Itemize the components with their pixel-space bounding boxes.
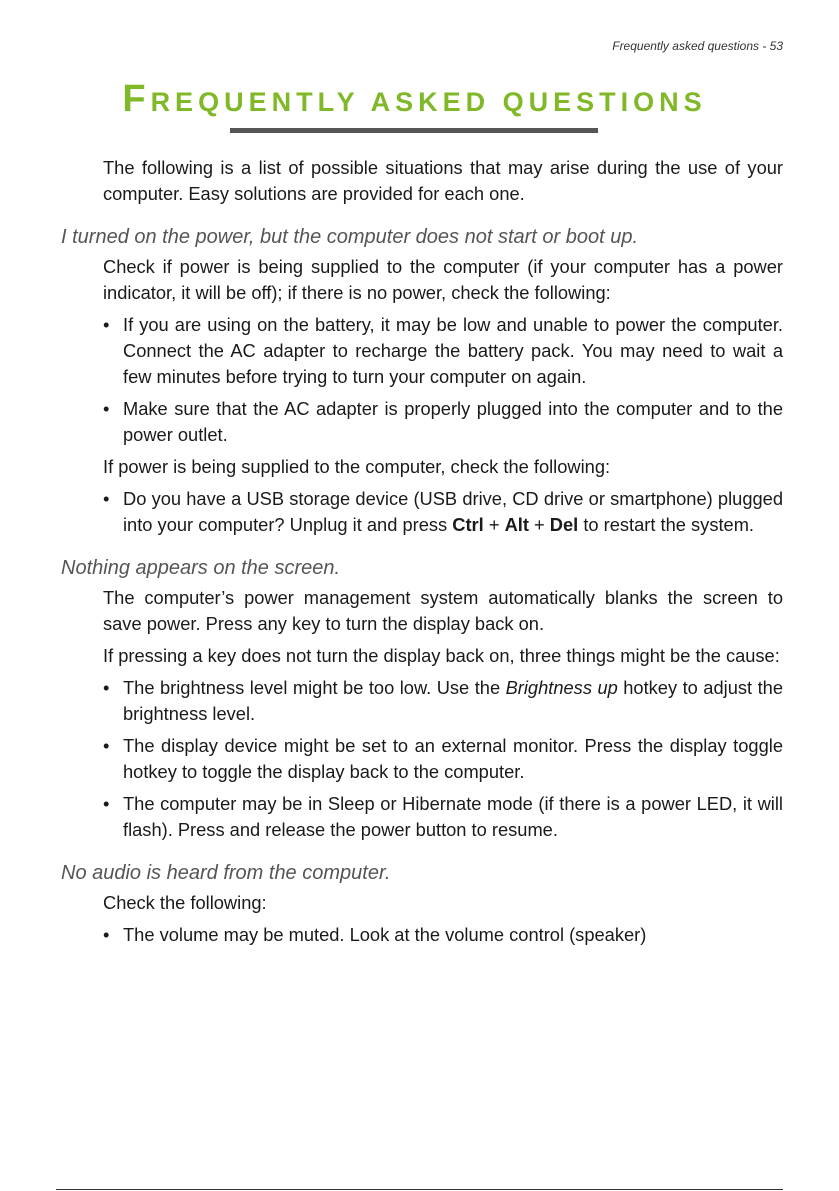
key-alt: Alt <box>504 514 529 535</box>
screen-paragraph-2: If pressing a key does not turn the display back on, three things might be the cause: <box>103 645 780 666</box>
page-header-runner: Frequently asked questions - 53 <box>612 39 783 53</box>
bullet-text: The volume may be muted. Look at the volume control (speaker) <box>123 924 647 945</box>
plus-sign: + <box>483 514 505 535</box>
bullet-text: The computer may be in Sleep or Hibernate mode (if there is a power LED, it will flash). Press and release the power button to resume. <box>123 793 783 840</box>
bullet-text-part: Do you have a USB storage device (USB drive, CD drive or smartphone) plugged into your computer? Unplug it and press <box>123 488 783 535</box>
brightness-up-hotkey: Brightness up <box>505 677 618 698</box>
page-content <box>0 155 839 954</box>
bullet-text-part: hotkey to adjust the brightness level. <box>123 677 783 724</box>
list-item <box>103 486 783 538</box>
page-title <box>0 78 829 121</box>
list-item <box>103 675 783 727</box>
screen-paragraph-1: The computer’s power management system automatically blanks the screen to save power. Press any key to turn the display back on. <box>103 587 783 634</box>
power-supplied-paragraph: If power is being supplied to the computer, check the following: <box>103 456 611 477</box>
question-heading-power: I turned on the power, but the computer does not start or boot up. <box>61 226 639 248</box>
question-heading-audio: No audio is heard from the computer. <box>61 862 391 884</box>
key-del: Del <box>549 514 579 535</box>
intro-paragraph: The following is a list of possible situations that may arise during the use of your computer. Easy solutions are provided for each one. <box>103 157 783 204</box>
list-item <box>103 312 783 390</box>
footer-divider <box>56 1189 783 1190</box>
list-item <box>103 791 783 843</box>
bullet-icon: • <box>103 314 110 335</box>
list-item <box>103 733 783 785</box>
bullet-icon: • <box>103 677 110 698</box>
power-check-paragraph: Check if power is being supplied to the computer (if your computer has a power indicator, it will be off); if there is no power, check the following: <box>103 256 783 303</box>
bullet-icon: • <box>103 793 110 814</box>
bullet-text: Make sure that the AC adapter is properly plugged into the computer and to the power outlet. <box>123 398 783 445</box>
plus-sign: + <box>528 514 550 535</box>
page-title-initial: F <box>122 78 151 120</box>
question-heading-screen: Nothing appears on the screen. <box>61 557 341 579</box>
bullet-text: If you are using on the battery, it may be low and unable to power the computer. Connect the AC adapter to recharge the battery pack. You may need to wait a few minutes before trying to turn your computer on again. <box>123 314 783 387</box>
bullet-text <box>123 488 783 535</box>
bullet-text-part: The brightness level might be too low. Use the <box>123 677 506 698</box>
page-title-rest: REQUENTLY ASKED QUESTIONS <box>150 87 707 117</box>
list-item <box>103 396 783 448</box>
bullet-text <box>123 677 783 724</box>
list-item <box>103 922 783 948</box>
key-ctrl: Ctrl <box>452 514 484 535</box>
bullet-text-part: to restart the system. <box>578 514 755 535</box>
bullet-icon: • <box>103 398 110 419</box>
audio-check-paragraph: Check the following: <box>103 892 267 913</box>
bullet-text: The display device might be set to an external monitor. Press the display toggle hotkey to toggle the display back to the computer. <box>123 735 783 782</box>
title-underline <box>230 128 598 133</box>
bullet-icon: • <box>103 924 110 945</box>
bullet-icon: • <box>103 735 110 756</box>
bullet-icon: • <box>103 488 110 509</box>
